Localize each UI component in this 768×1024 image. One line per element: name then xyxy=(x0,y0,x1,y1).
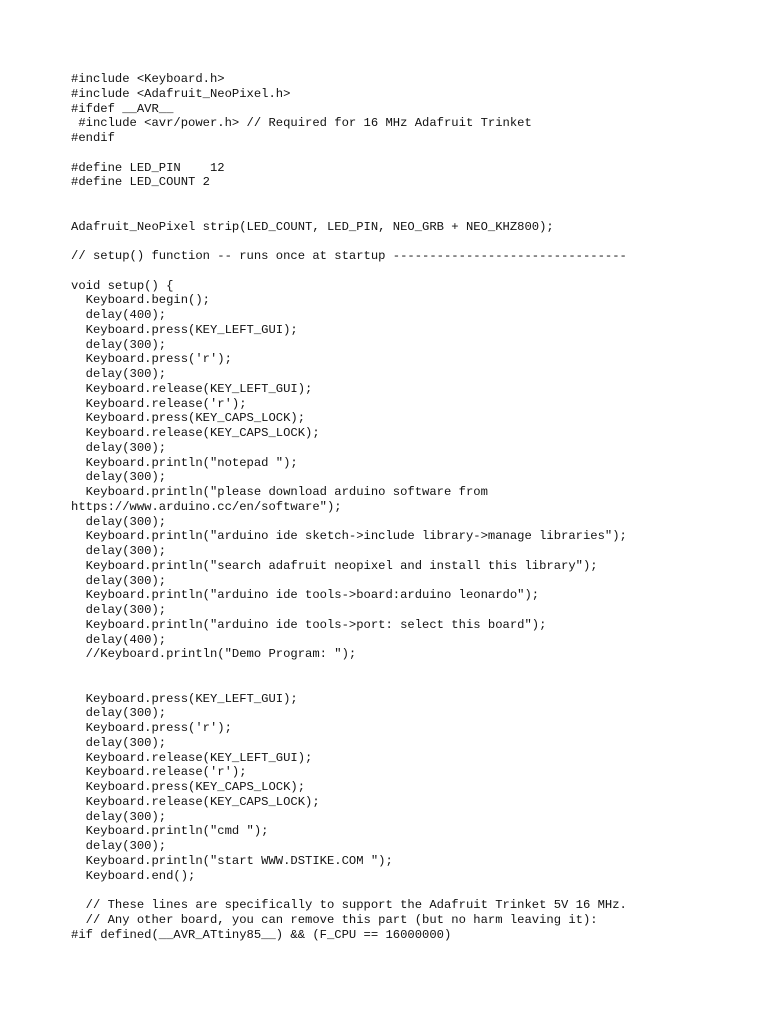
code-line: Keyboard.println("notepad "); xyxy=(71,455,298,470)
code-line: delay(300); xyxy=(71,573,167,588)
code-line: // These lines are specifically to support the Adafruit Trinket 5V 16 MHz. xyxy=(71,898,627,912)
code-line: delay(300); xyxy=(71,809,167,824)
code-line: Keyboard.press(KEY_CAPS_LOCK); xyxy=(71,411,306,426)
code-line: Keyboard.println("start WWW.DSTIKE.COM "); xyxy=(71,853,393,868)
code-line: Keyboard.end(); xyxy=(71,868,196,883)
code-line: #include <Keyboard.h> xyxy=(71,72,225,86)
code-line: #include <Adafruit_NeoPixel.h> xyxy=(71,86,291,101)
code-line: Keyboard.begin(); xyxy=(71,293,210,308)
code-line: Keyboard.println("arduino ide tools->port: select this board"); xyxy=(71,617,547,632)
code-line: delay(300); xyxy=(71,735,167,750)
blank-line xyxy=(71,146,751,161)
code-line: Keyboard.press('r'); xyxy=(71,352,232,367)
code-line: delay(300); xyxy=(71,603,167,617)
code-line: Keyboard.press(KEY_LEFT_GUI); xyxy=(71,691,298,706)
blank-line xyxy=(71,234,751,249)
code-line: void setup() { xyxy=(71,278,174,293)
code-line: delay(300); xyxy=(71,440,167,455)
code-line: Keyboard.println("cmd "); xyxy=(71,824,269,839)
code-line: Keyboard.println("arduino ide tools->board:arduino leonardo"); xyxy=(71,588,540,603)
code-line: Keyboard.press(KEY_CAPS_LOCK); xyxy=(71,780,306,794)
blank-line xyxy=(71,677,751,692)
blank-line xyxy=(71,264,751,279)
code-line: Keyboard.release(KEY_LEFT_GUI); xyxy=(71,381,313,396)
code-line: #include <avr/power.h> // Required for 16 MHz Adafruit Trinket xyxy=(71,116,532,131)
code-line: delay(400); xyxy=(71,308,167,322)
code-line: #endif xyxy=(71,131,115,145)
code-line: //Keyboard.println("Demo Program: "); xyxy=(71,647,357,662)
code-line: Keyboard.press('r'); xyxy=(71,721,232,735)
code-line: delay(300); xyxy=(71,839,167,853)
code-line: Keyboard.println("please download arduino software from xyxy=(71,485,488,499)
code-line: delay(300); xyxy=(71,367,167,381)
code-line: delay(300); xyxy=(71,706,167,721)
blank-line xyxy=(71,883,751,898)
code-line: delay(400); xyxy=(71,632,167,647)
code-line: #if defined(__AVR_ATtiny85__) && (F_CPU == 16000000) xyxy=(71,927,452,942)
code-line: delay(300); xyxy=(71,470,167,485)
code-line: // Any other board, you can remove this part (but no harm leaving it): xyxy=(71,912,598,927)
code-line: Keyboard.println("search adafruit neopixel and install this library"); xyxy=(71,558,598,573)
code-line: delay(300); xyxy=(71,544,167,558)
code-line: #define LED_PIN 12 xyxy=(71,160,225,175)
code-line: https://www.arduino.cc/en/software"); xyxy=(71,499,342,514)
code-line: #ifdef __AVR__ xyxy=(71,101,174,116)
code-line: delay(300); xyxy=(71,337,167,352)
code-line: Keyboard.println("arduino ide sketch->include library->manage libraries"); xyxy=(71,529,627,544)
code-line: Adafruit_NeoPixel strip(LED_COUNT, LED_PIN, NEO_GRB + NEO_KHZ800); xyxy=(71,219,554,234)
code-line: Keyboard.press(KEY_LEFT_GUI); xyxy=(71,322,298,337)
blank-line xyxy=(71,662,751,677)
code-line: // setup() function -- runs once at startup -------------------------------- xyxy=(71,249,627,263)
code-line: delay(300); xyxy=(71,514,167,529)
code-line: Keyboard.release(KEY_CAPS_LOCK); xyxy=(71,794,320,809)
code-line: #define LED_COUNT 2 xyxy=(71,175,210,190)
blank-line xyxy=(71,190,751,205)
code-line: Keyboard.release(KEY_CAPS_LOCK); xyxy=(71,426,320,440)
code-listing xyxy=(71,72,751,942)
code-line: Keyboard.release(KEY_LEFT_GUI); xyxy=(71,750,313,765)
code-line: Keyboard.release('r'); xyxy=(71,765,247,780)
blank-line xyxy=(71,205,751,220)
code-line: Keyboard.release('r'); xyxy=(71,396,247,411)
